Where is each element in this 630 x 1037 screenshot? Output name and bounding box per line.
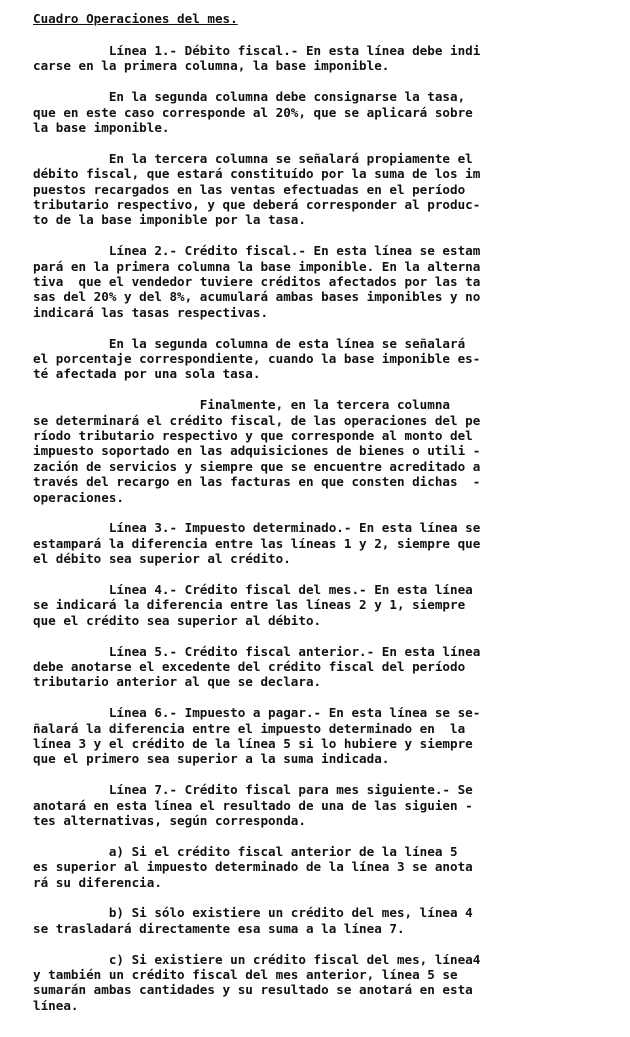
body-line: el porcentaje correspondiente, cuando la base imponible es- <box>33 351 481 366</box>
body-line: sumarán ambas cantidades y su resultado se anotará en esta <box>33 982 473 998</box>
body-line: línea 3 y el crédito de la línea 5 si lo hubiere y siempre <box>33 736 473 751</box>
body-line: Línea 3.- Impuesto determinado.- En esta línea se <box>33 520 481 536</box>
body-line: rá su diferencia. <box>33 874 162 890</box>
body-line: que en este caso corresponde al 20%, que se aplicará sobre <box>33 104 473 120</box>
body-line: es superior al impuesto determinado de la línea 3 se anota <box>33 859 473 875</box>
body-line: pará en la primera columna la base imponible. En la alterna <box>33 258 481 274</box>
body-line: té afectada por una sola tasa. <box>33 366 261 382</box>
body-line: En la segunda columna debe consignarse la tasa, <box>33 89 466 105</box>
body-line: to de la base imponible por la tasa. <box>33 212 306 228</box>
body-line: débito fiscal, que estará constituído por la suma de los im <box>33 166 481 182</box>
body-line: línea. <box>33 997 79 1013</box>
body-line: Línea 4.- Crédito fiscal del mes.- En esta línea <box>33 582 473 597</box>
body-line: puestos recargados en las ventas efectuadas en el período <box>33 181 466 197</box>
body-line: anotará en esta línea el resultado de una de las siguien - <box>33 797 473 813</box>
body-line: que el crédito sea superior al débito. <box>33 612 322 628</box>
body-line: c) Si existiere un crédito fiscal del mes, línea4 <box>33 951 481 967</box>
body-line: y también un crédito fiscal del mes anterior, línea 5 se <box>33 967 458 982</box>
body-line: tributario respectivo, y que deberá corresponder al produc- <box>33 197 481 212</box>
body-line: debe anotarse el excedente del crédito fiscal del período <box>33 659 466 674</box>
body-line: impuesto soportado en las adquisiciones de bienes o utili - <box>33 443 481 459</box>
body-line: través del recargo en las facturas en que consten dichas - <box>33 474 481 490</box>
body-line: carse en la primera columna, la base imponible. <box>33 58 390 74</box>
body-line: En la segunda columna de esta línea se señalará <box>33 335 466 351</box>
body-line: se determinará el crédito fiscal, de las operaciones del pe <box>33 412 481 428</box>
body-line: se indicará la diferencia entre las líneas 2 y 1, siempre <box>33 597 466 613</box>
body-line: Línea 7.- Crédito fiscal para mes siguiente.- Se <box>33 782 473 798</box>
body-line: se trasladará directamente esa suma a la línea 7. <box>33 920 405 936</box>
body-line: ríodo tributario respectivo y que corresponde al monto del <box>33 428 473 443</box>
body-line: tiva que el vendedor tuviere créditos afectados por las ta <box>33 274 481 289</box>
body-line: la base imponible. <box>33 120 170 135</box>
body-line: Línea 5.- Crédito fiscal anterior.- En esta línea <box>33 643 481 659</box>
body-line: tributario anterior al que se declara. <box>33 674 322 690</box>
body-line: Finalmente, en la tercera columna <box>33 397 451 413</box>
body-line: el débito sea superior al crédito. <box>33 551 291 567</box>
body-line: que el primero sea superior a la suma indicada. <box>33 751 390 767</box>
body-line: a) Si el crédito fiscal anterior de la línea 5 <box>33 843 458 859</box>
body-line: tes alternativas, según corresponda. <box>33 813 306 828</box>
body-line: ñalará la diferencia entre el impuesto determinado en la <box>33 720 466 736</box>
body-line: Línea 6.- Impuesto a pagar.- En esta línea se se- <box>33 705 481 721</box>
body-line: zación de servicios y siempre que se encuentre acreditado a <box>33 458 481 474</box>
body-line: En la tercera columna se señalará propiamente el <box>33 150 473 166</box>
body-line: b) Si sólo existiere un crédito del mes, línea 4 <box>33 905 473 921</box>
document-title: Cuadro Operaciones del mes. <box>33 11 238 26</box>
body-line: Línea 2.- Crédito fiscal.- En esta línea se estam <box>33 243 481 259</box>
body-line: indicará las tasas respectivas. <box>33 304 269 320</box>
body-line: sas del 20% y del 8%, acumulará ambas bases imponibles y no <box>33 289 481 305</box>
body-line: operaciones. <box>33 489 124 505</box>
body-line: Línea 1.- Débito fiscal.- En esta línea debe indi <box>33 43 481 58</box>
body-line: estampará la diferencia entre las líneas 1 y 2, siempre que <box>33 535 481 551</box>
